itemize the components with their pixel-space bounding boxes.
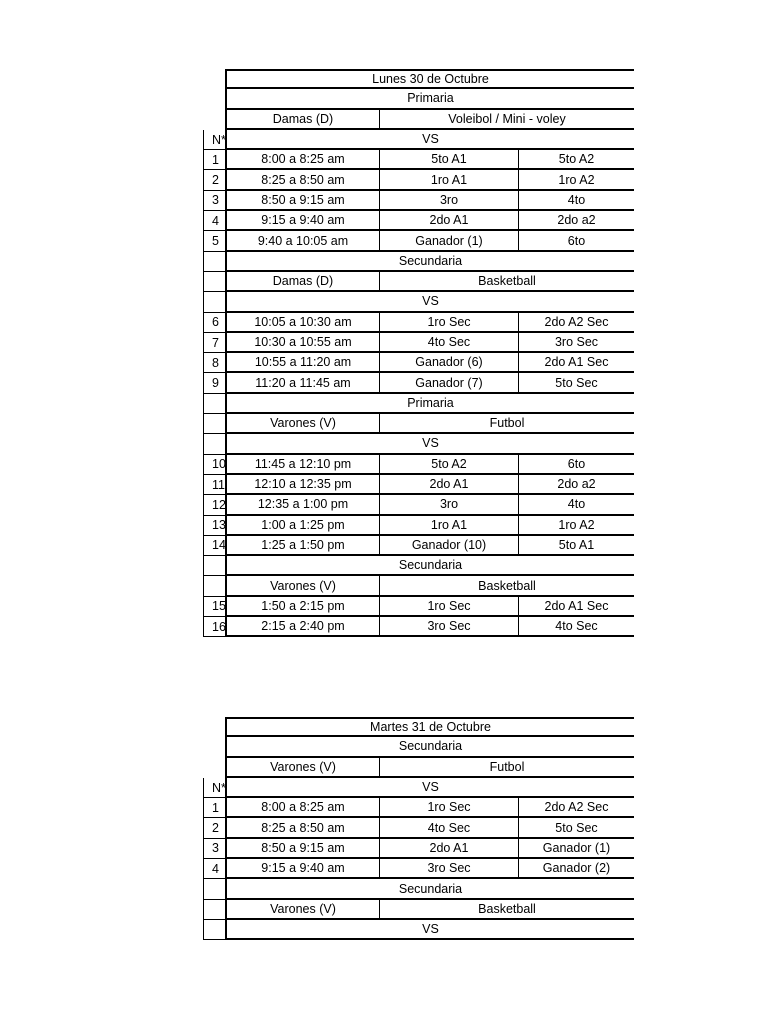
- category-row: [203, 758, 634, 778]
- sheet-title-row: [203, 69, 634, 89]
- gender-label: Varones (V): [227, 900, 380, 920]
- vs-row: [203, 920, 634, 940]
- match-time: 8:50 a 9:15 am: [227, 191, 380, 211]
- vs-label: VS: [227, 292, 634, 312]
- sheet-title: Martes 31 de Octubre: [227, 717, 634, 737]
- section-label: Primaria: [227, 89, 634, 109]
- section-label: Primaria: [227, 394, 634, 414]
- sheet-title-row: [203, 717, 634, 737]
- match-row: [203, 617, 634, 637]
- team-away: 5to A2: [519, 150, 634, 170]
- row-number-cell: 1: [203, 150, 227, 170]
- team-away: 2do A1 Sec: [519, 597, 634, 617]
- match-row: [203, 231, 634, 251]
- team-home: Ganador (1): [380, 231, 519, 251]
- match-row: [203, 353, 634, 373]
- section-label: Secundaria: [227, 737, 634, 757]
- sport-label: Futbol: [380, 414, 634, 434]
- team-away: Ganador (1): [519, 839, 634, 859]
- match-row: [203, 839, 634, 859]
- row-number-cell: [203, 252, 227, 272]
- team-home: 5to A2: [380, 455, 519, 475]
- row-number-cell: 13: [203, 516, 227, 536]
- section-row: [203, 879, 634, 899]
- row-number-cell: 12: [203, 495, 227, 515]
- row-number-cell: [203, 394, 227, 414]
- sport-label: Basketball: [380, 576, 634, 596]
- vs-label: VS: [227, 434, 634, 454]
- category-row: [203, 576, 634, 596]
- row-number-cell: [203, 879, 227, 899]
- sport-label: Basketball: [380, 272, 634, 292]
- match-row: [203, 536, 634, 556]
- match-time: 1:50 a 2:15 pm: [227, 597, 380, 617]
- category-row: [203, 900, 634, 920]
- row-number-cell: 11: [203, 475, 227, 495]
- match-row: [203, 597, 634, 617]
- sheet-title: Lunes 30 de Octubre: [227, 69, 634, 89]
- row-number-cell: N*: [203, 778, 227, 798]
- row-number-cell: [203, 737, 227, 757]
- row-number-cell: 5: [203, 231, 227, 251]
- match-time: 8:25 a 8:50 am: [227, 170, 380, 190]
- row-number-cell: 10: [203, 455, 227, 475]
- row-number-cell: 4: [203, 859, 227, 879]
- match-time: 1:00 a 1:25 pm: [227, 516, 380, 536]
- match-time: 9:15 a 9:40 am: [227, 211, 380, 231]
- row-number-cell: 16: [203, 617, 227, 637]
- team-home: 3ro: [380, 191, 519, 211]
- team-away: 2do a2: [519, 211, 634, 231]
- team-away: 5to Sec: [519, 818, 634, 838]
- section-row: [203, 394, 634, 414]
- row-number-cell: [203, 69, 227, 89]
- team-home: 1ro Sec: [380, 597, 519, 617]
- gender-label: Varones (V): [227, 576, 380, 596]
- team-away: 2do A2 Sec: [519, 313, 634, 333]
- team-away: 4to Sec: [519, 617, 634, 637]
- team-away: 2do a2: [519, 475, 634, 495]
- row-number-cell: [203, 89, 227, 109]
- team-home: 3ro: [380, 495, 519, 515]
- team-away: 1ro A2: [519, 170, 634, 190]
- section-row: [203, 89, 634, 109]
- match-time: 10:05 a 10:30 am: [227, 313, 380, 333]
- gender-label: Varones (V): [227, 414, 380, 434]
- vs-label: VS: [227, 920, 634, 940]
- team-home: 2do A1: [380, 839, 519, 859]
- schedule-sheet-monday: [203, 69, 634, 637]
- team-away: 6to: [519, 231, 634, 251]
- row-number-cell: [203, 717, 227, 737]
- team-home: 4to Sec: [380, 818, 519, 838]
- sport-label: Futbol: [380, 758, 634, 778]
- row-number-cell: [203, 576, 227, 596]
- team-away: 2do A2 Sec: [519, 798, 634, 818]
- row-number-cell: 15: [203, 597, 227, 617]
- match-time: 11:45 a 12:10 pm: [227, 455, 380, 475]
- team-away: 4to: [519, 495, 634, 515]
- team-home: Ganador (10): [380, 536, 519, 556]
- section-label: Secundaria: [227, 252, 634, 272]
- vs-row: [203, 130, 634, 150]
- match-time: 8:00 a 8:25 am: [227, 150, 380, 170]
- section-label: Secundaria: [227, 879, 634, 899]
- team-home: 2do A1: [380, 211, 519, 231]
- team-away: 4to: [519, 191, 634, 211]
- row-number-cell: [203, 758, 227, 778]
- match-row: [203, 191, 634, 211]
- match-row: [203, 333, 634, 353]
- match-row: [203, 373, 634, 393]
- match-time: 10:30 a 10:55 am: [227, 333, 380, 353]
- row-number-cell: 7: [203, 333, 227, 353]
- row-number-cell: 14: [203, 536, 227, 556]
- match-row: [203, 170, 634, 190]
- match-time: 9:40 a 10:05 am: [227, 231, 380, 251]
- match-time: 11:20 a 11:45 am: [227, 373, 380, 393]
- gender-label: Damas (D): [227, 272, 380, 292]
- team-away: 1ro A2: [519, 516, 634, 536]
- team-away: 6to: [519, 455, 634, 475]
- row-number-cell: 3: [203, 191, 227, 211]
- vs-row: [203, 434, 634, 454]
- gender-label: Varones (V): [227, 758, 380, 778]
- category-row: [203, 272, 634, 292]
- row-number-cell: 2: [203, 170, 227, 190]
- team-away: 5to A1: [519, 536, 634, 556]
- team-home: 5to A1: [380, 150, 519, 170]
- match-time: 8:00 a 8:25 am: [227, 798, 380, 818]
- row-number-cell: [203, 434, 227, 454]
- schedule-sheet-tuesday: [203, 717, 634, 940]
- category-row: [203, 414, 634, 434]
- row-number-cell: 6: [203, 313, 227, 333]
- row-number-cell: [203, 110, 227, 130]
- match-row: [203, 211, 634, 231]
- gender-label: Damas (D): [227, 110, 380, 130]
- section-row: [203, 556, 634, 576]
- match-time: 8:50 a 9:15 am: [227, 839, 380, 859]
- team-away: 5to Sec: [519, 373, 634, 393]
- match-row: [203, 818, 634, 838]
- match-row: [203, 475, 634, 495]
- match-time: 12:35 a 1:00 pm: [227, 495, 380, 515]
- team-home: 1ro Sec: [380, 313, 519, 333]
- match-row: [203, 859, 634, 879]
- team-away: 2do A1 Sec: [519, 353, 634, 373]
- match-row: [203, 455, 634, 475]
- row-number-cell: 2: [203, 818, 227, 838]
- match-time: 8:25 a 8:50 am: [227, 818, 380, 838]
- team-home: 4to Sec: [380, 333, 519, 353]
- match-row: [203, 798, 634, 818]
- row-number-cell: [203, 292, 227, 312]
- team-home: 1ro A1: [380, 516, 519, 536]
- row-number-cell: [203, 556, 227, 576]
- match-time: 9:15 a 9:40 am: [227, 859, 380, 879]
- row-number-cell: [203, 900, 227, 920]
- team-home: 3ro Sec: [380, 859, 519, 879]
- match-row: [203, 313, 634, 333]
- row-number-cell: 1: [203, 798, 227, 818]
- team-away: 3ro Sec: [519, 333, 634, 353]
- sport-label: Basketball: [380, 900, 634, 920]
- team-home: Ganador (7): [380, 373, 519, 393]
- team-home: 3ro Sec: [380, 617, 519, 637]
- row-number-cell: 3: [203, 839, 227, 859]
- vs-label: VS: [227, 778, 634, 798]
- team-home: 1ro Sec: [380, 798, 519, 818]
- vs-label: VS: [227, 130, 634, 150]
- match-time: 2:15 a 2:40 pm: [227, 617, 380, 637]
- section-row: [203, 252, 634, 272]
- sport-label: Voleibol / Mini - voley: [380, 110, 634, 130]
- team-home: Ganador (6): [380, 353, 519, 373]
- match-time: 10:55 a 11:20 am: [227, 353, 380, 373]
- match-row: [203, 150, 634, 170]
- row-number-cell: 8: [203, 353, 227, 373]
- vs-row: [203, 292, 634, 312]
- team-home: 2do A1: [380, 475, 519, 495]
- team-home: 1ro A1: [380, 170, 519, 190]
- vs-row: [203, 778, 634, 798]
- match-time: 1:25 a 1:50 pm: [227, 536, 380, 556]
- row-number-cell: [203, 920, 227, 940]
- team-away: Ganador (2): [519, 859, 634, 879]
- row-number-cell: [203, 272, 227, 292]
- category-row: [203, 110, 634, 130]
- row-number-cell: N*: [203, 130, 227, 150]
- match-row: [203, 516, 634, 536]
- row-number-cell: 9: [203, 373, 227, 393]
- section-label: Secundaria: [227, 556, 634, 576]
- row-number-cell: 4: [203, 211, 227, 231]
- match-row: [203, 495, 634, 515]
- row-number-cell: [203, 414, 227, 434]
- match-time: 12:10 a 12:35 pm: [227, 475, 380, 495]
- section-row: [203, 737, 634, 757]
